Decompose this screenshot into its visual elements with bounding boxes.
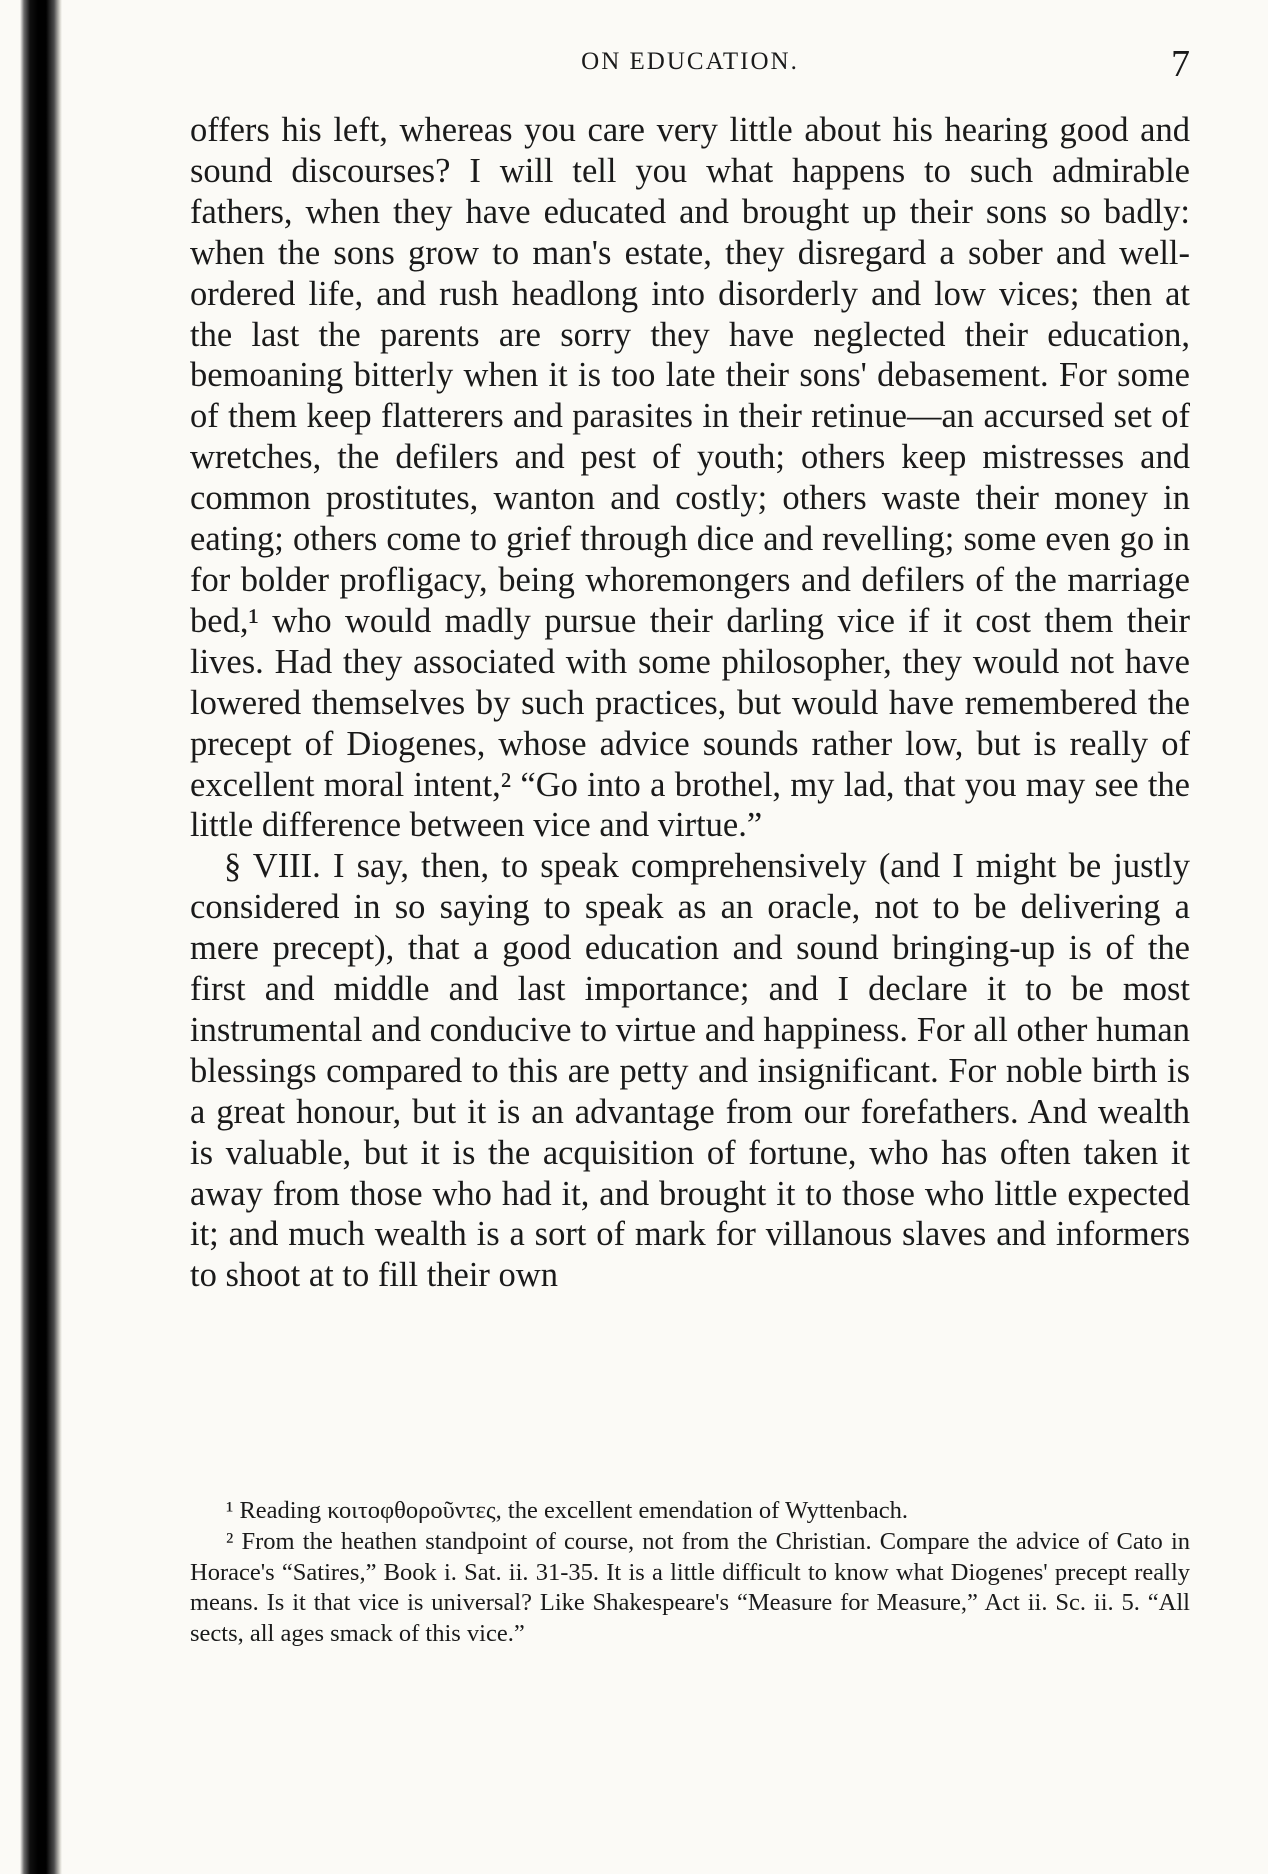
book-spine-shadow — [0, 0, 62, 1874]
running-head: ON EDUCATION. — [581, 48, 799, 75]
paragraph-1: offers his left, whereas you care very little about his hearing good and sound discourses? I will tell you what happens to such admirable fathers, when they have educated and brought up their sons so badly: when the sons grow to man's estate, they disregard a sober and well-ordered life, and rush headlong into disorderly and low vices; then at the last the parents are sorry they have neglected their education, bemoaning bitterly when it is too late their sons' debasement. For some of them keep flatterers and parasites in their retinue—an accursed set of wretches, the defilers and pest of youth; others keep mistresses and common prostitutes, wanton and costly; others waste their money in eating; others come to grief through dice and revelling; some even go in for bolder profligacy, being whoremongers and defilers of the marriage bed,¹ who would madly pursue their darling vice if it cost them their lives. Had they associated with some philosopher, they would not have lowered themselves by such practices, but would have remembered the precept of Diogenes, whose advice sounds rather low, but is really of excellent moral intent,² “Go into a brothel, my lad, that you may see the little difference between vice and virtue.” — [190, 111, 1190, 845]
page-header — [190, 42, 1190, 98]
footnotes — [190, 1496, 1190, 1650]
paragraph-2: § VIII. I say, then, to speak comprehensively (and I might be justly considered in so saying to speak as an oracle, not to be delivering a mere precept), that a good education and sound bringing-up is of the first and middle and last importance; and I declare it to be most instrumental and conducive to virtue and happiness. For all other human blessings compared to this are petty and insignificant. For noble birth is a great honour, but it is an advantage from our forefathers. And wealth is valuable, but it is the acquisition of fortune, who has often taken it away from those who had it, and brought it to those who little expected it; and much wealth is a sort of mark for villanous slaves and informers to shoot at to fill their own — [190, 847, 1190, 1295]
footnote-2: ² From the heathen standpoint of course, not from the Christian. Compare the advice of Cato in Horace's “Satires,” Book i. Sat. ii. 31-35. It is a little difficult to know what Diogenes' precept really means. Is it that vice is universal? Like Shakespeare's “Measure for Measure,” Act ii. Sc. ii. 5. “All sects, all ages smack of this vice.” — [190, 1527, 1190, 1648]
footnote-1: ¹ Reading κοιτοφθοροῦντες, the excellent emendation of Wyttenbach. — [226, 1497, 909, 1524]
main-text — [190, 110, 1190, 1296]
page-number: 7 — [1171, 43, 1190, 85]
